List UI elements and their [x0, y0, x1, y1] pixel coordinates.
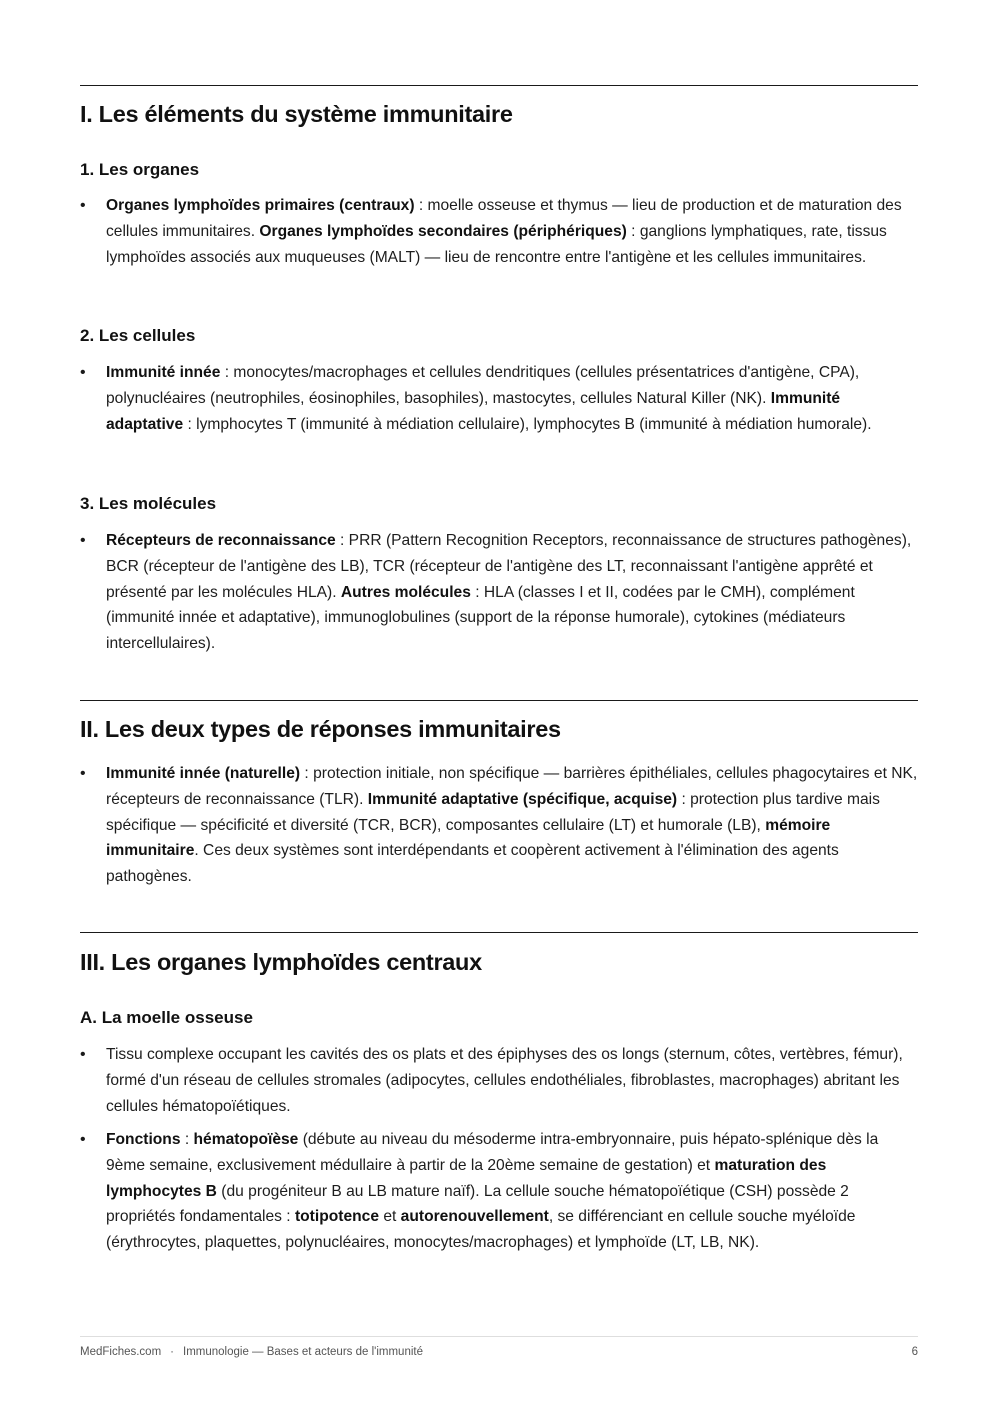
bullet-icon: • [80, 765, 86, 782]
page-footer [80, 1346, 918, 1358]
list-item [80, 761, 918, 890]
list-item [80, 1042, 918, 1119]
section-divider [80, 85, 918, 86]
footer-divider [80, 1336, 918, 1337]
subsection-heading: A. La moelle osseuse [80, 1008, 253, 1027]
bullet-icon: • [80, 532, 86, 549]
subsection-heading: 1. Les organes [80, 160, 200, 179]
list-item [80, 1127, 918, 1256]
list-item [80, 528, 918, 657]
list-item-text: Tissu complexe occupant les cavités des os plats et des épiphyses des os longs (sternum, côtes, vertèbres, fémur), formé d'un réseau de cellules stromales (adipocytes, cellules endothéliales, fibroblastes, macrophages) abritant les cellules hématopoïétiques. [106, 1046, 903, 1115]
bullet-icon: • [80, 364, 86, 381]
footer-site-name: MedFiches.com [80, 1346, 162, 1358]
subsection-heading: 2. Les cellules [80, 326, 196, 345]
list-item-text: Immunité innée (naturelle) : protection initiale, non spécifique — barrières épithéliales, cellules phagocytaires et NK, récepteurs de reconnaissance (TLR). Immunité adaptative (spécifique, acquise) : protection plus tardive mais spécifique — spécificité et diversité (TCR, BCR), composantes cellulaire (LT) et humorale (LB), mémoire immunitaire. Ces deux systèmes sont interdépendants et coopèrent activement à l'élimination des agents pathogènes. [106, 765, 918, 886]
section-heading: I. Les éléments du système immunitaire [80, 101, 513, 127]
section-divider [80, 932, 918, 933]
list-item [80, 360, 918, 437]
list-item-text: Organes lymphoïdes primaires (centraux) : moelle osseuse et thymus — lieu de production et de maturation des cellules immunitaires. Organes lymphoïdes secondaires (périphériques) : ganglions lymphatiques, rate, tissus lymphoïdes associés aux muqueuses (MALT) — lieu de rencontre entre l'antigène et les cellules immunitaires. [106, 197, 902, 266]
list-item-text: Récepteurs de reconnaissance : PRR (Pattern Recognition Receptors, reconnaissance de structures pathogènes), BCR (récepteur de l'antigène des LB), TCR (récepteur de l'antigène des LT, reconnaissant l'antigène apprêté et présenté par les molécules HLA). Autres molécules : HLA (classes I et II, codées par le CMH), complément (immunité innée et adaptative), immunoglobulines (support de la réponse humorale), cytokines (médiateurs intercellulaires). [106, 532, 912, 653]
bullet-icon: • [80, 1131, 86, 1148]
list-item-text: Immunité innée : monocytes/macrophages et cellules dendritiques (cellules présentatrices d'antigène, CPA), polynucléaires (neutrophiles, éosinophiles, basophiles), mastocytes, cellules Natural Killer (NK). Immunité adaptative : lymphocytes T (immunité à médiation cellulaire), lymphocytes B (immunité à médiation humorale). [106, 364, 872, 433]
footer-left [80, 1346, 423, 1358]
list-item [80, 193, 918, 270]
bullet-icon: • [80, 1046, 86, 1063]
footer-separator: · [170, 1346, 175, 1358]
footer-document-title: Immunologie — Bases et acteurs de l'immunité [183, 1346, 423, 1358]
list-item-text: Fonctions : hématopoïèse (débute au niveau du mésoderme intra-embryonnaire, puis hépato-splénique dès la 9ème semaine, exclusivement médullaire à partir de la 20ème semaine de gestation) et maturation des lymphocytes B (du progéniteur B au LB mature naïf). La cellule souche hématopoïétique (CSH) possède 2 propriétés fondamentales : totipotence et autorenouvellement, se différenciant en cellule souche myéloïde (érythrocytes, plaquettes, polynucléaires, monocytes/macrophages) et lymphoïde (LT, LB, NK). [106, 1131, 879, 1252]
section-heading: III. Les organes lymphoïdes centraux [80, 949, 482, 975]
bullet-icon: • [80, 197, 86, 214]
subsection-heading: 3. Les molécules [80, 494, 217, 513]
section-heading: II. Les deux types de réponses immunitaires [80, 716, 561, 742]
section-divider [80, 700, 918, 701]
page-number: 6 [911, 1346, 918, 1358]
